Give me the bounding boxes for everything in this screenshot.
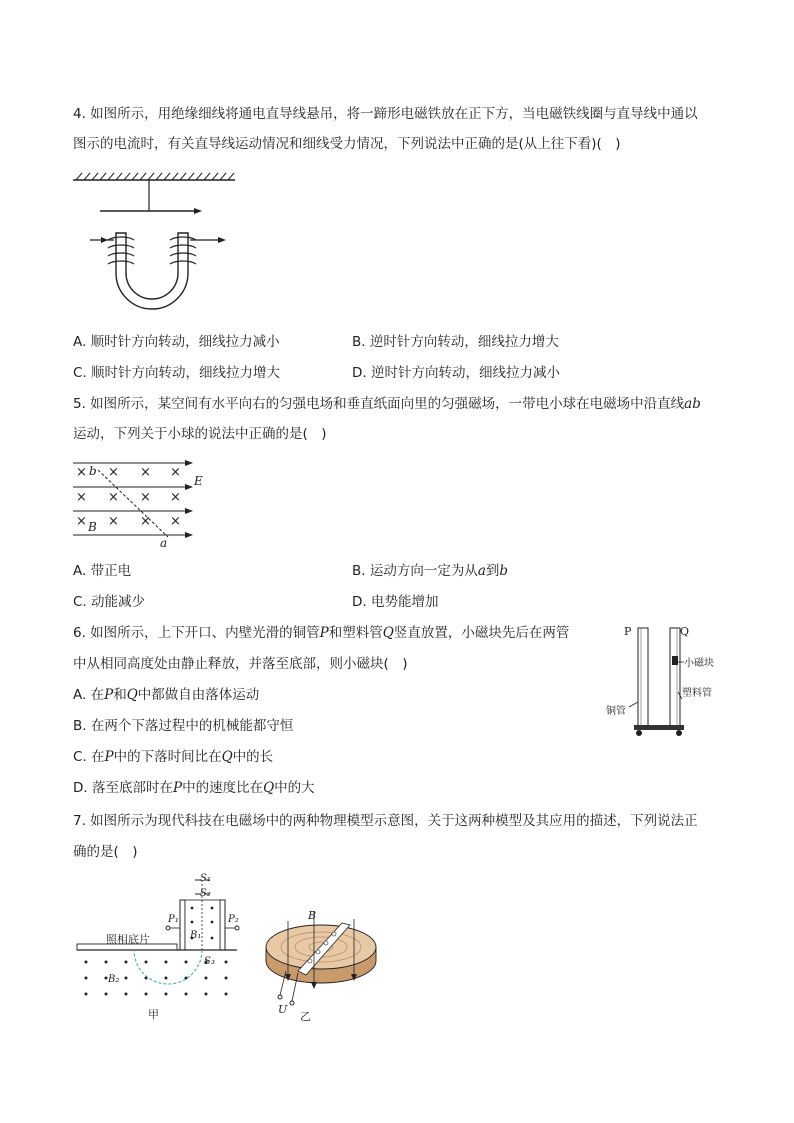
q5-option-a[interactable]: A. 带正电 bbox=[73, 563, 132, 579]
q7-figure-mass-spectrometer bbox=[72, 872, 242, 1022]
cross-mark: × bbox=[140, 465, 151, 480]
q4-figure-electromagnet bbox=[70, 168, 240, 313]
q5-stem-line1: 5. 如图所示，某空间有水平向右的匀强电场和垂直纸面向里的匀强磁场，一带电小球在电磁场中沿直线ab bbox=[73, 396, 701, 412]
q4-stem-line1: 4. 如图所示，用绝缘细线将通电直导线悬吊，将一蹄形电磁铁放在正下方，当电磁铁线圈与直导线中通以 bbox=[73, 106, 698, 122]
label-B-field: B bbox=[88, 520, 97, 534]
label-S3: S₃ bbox=[204, 956, 215, 967]
cross-mark: × bbox=[170, 514, 181, 529]
label-magnet: 小磁块 bbox=[684, 658, 714, 669]
label-jia: 甲 bbox=[148, 1008, 159, 1021]
label-S2: S₂ bbox=[200, 888, 211, 899]
label-Q: Q bbox=[680, 625, 690, 638]
q6-option-b[interactable]: B. 在两个下落过程中的机械能都守恒 bbox=[73, 718, 294, 734]
label-b: b bbox=[89, 464, 97, 478]
label-yi: 乙 bbox=[300, 1010, 311, 1023]
q6-figure-tubes bbox=[598, 622, 733, 742]
q6-stem-line2: 中从相同高度处由静止释放，并落至底部，则小磁块( ) bbox=[73, 656, 408, 672]
q6-option-d[interactable]: D. 落至底部时在P中的速度比在Q中的大 bbox=[73, 780, 315, 796]
q4-option-b[interactable]: B. 逆时针方向转动，细线拉力增大 bbox=[352, 334, 559, 350]
label-a: a bbox=[160, 536, 168, 550]
q5-option-d[interactable]: D. 电势能增加 bbox=[352, 594, 439, 610]
label-P2: P₂ bbox=[228, 914, 239, 925]
cross-mark: × bbox=[170, 490, 181, 505]
q4-option-d[interactable]: D. 逆时针方向转动，细线拉力减小 bbox=[352, 365, 560, 381]
cross-mark: × bbox=[76, 490, 87, 505]
label-B-mhd: B bbox=[308, 909, 317, 922]
q4-option-a[interactable]: A. 顺时针方向转动，细线拉力减小 bbox=[73, 334, 280, 350]
cross-mark: × bbox=[76, 514, 87, 529]
q4-option-c[interactable]: C. 顺时针方向转动，细线拉力增大 bbox=[73, 365, 281, 381]
q5-figure-field bbox=[70, 455, 210, 550]
label-P1: P₁ bbox=[168, 914, 179, 925]
q6-option-c[interactable]: C. 在P中的下落时间比在Q中的长 bbox=[73, 749, 274, 765]
q6-stem-line1: 6. 如图所示，上下开口、内壁光滑的铜管P和塑料管Q竖直放置，小磁块先后在两管 bbox=[73, 625, 570, 641]
cross-mark: × bbox=[170, 465, 181, 480]
label-plastic-tube: 塑料管 bbox=[682, 688, 712, 699]
cross-mark: × bbox=[140, 514, 151, 529]
q5-stem-line2: 运动，下列关于小球的说法中正确的是( ) bbox=[73, 426, 327, 442]
label-E-field: E bbox=[194, 474, 203, 488]
cross-mark: × bbox=[108, 465, 119, 480]
label-S1: S₁ bbox=[200, 873, 211, 884]
q5-option-c[interactable]: C. 动能减少 bbox=[73, 594, 146, 610]
cross-mark: × bbox=[108, 490, 119, 505]
cross-mark: × bbox=[108, 514, 119, 529]
q7-stem-line2: 确的是( ) bbox=[73, 844, 138, 860]
q7-stem-line1: 7. 如图所示为现代科技在电磁场中的两种物理模型示意图，关于这两种模型及其应用的描述，下列说法正 bbox=[73, 813, 698, 829]
label-B1: B₁ bbox=[190, 930, 202, 941]
label-B2: B₂ bbox=[108, 974, 120, 985]
q4-stem-line2: 图示的电流时，有关直导线运动情况和细线受力情况，下列说法中正确的是(从上往下看)( ) bbox=[73, 136, 621, 152]
q6-option-a[interactable]: A. 在P和Q中都做自由落体运动 bbox=[73, 687, 260, 703]
label-film: 照相底片 bbox=[106, 933, 150, 946]
cross-mark: × bbox=[76, 465, 87, 480]
var-ab: ab bbox=[684, 396, 701, 412]
q5-option-b[interactable]: B. 运动方向一定为从a到b bbox=[352, 563, 509, 579]
cross-mark: × bbox=[140, 490, 151, 505]
label-copper-tube: 铜管 bbox=[606, 706, 626, 717]
q7-figure-mhd-generator bbox=[258, 905, 393, 1023]
label-P: P bbox=[624, 625, 632, 638]
label-U: U bbox=[278, 1003, 288, 1016]
